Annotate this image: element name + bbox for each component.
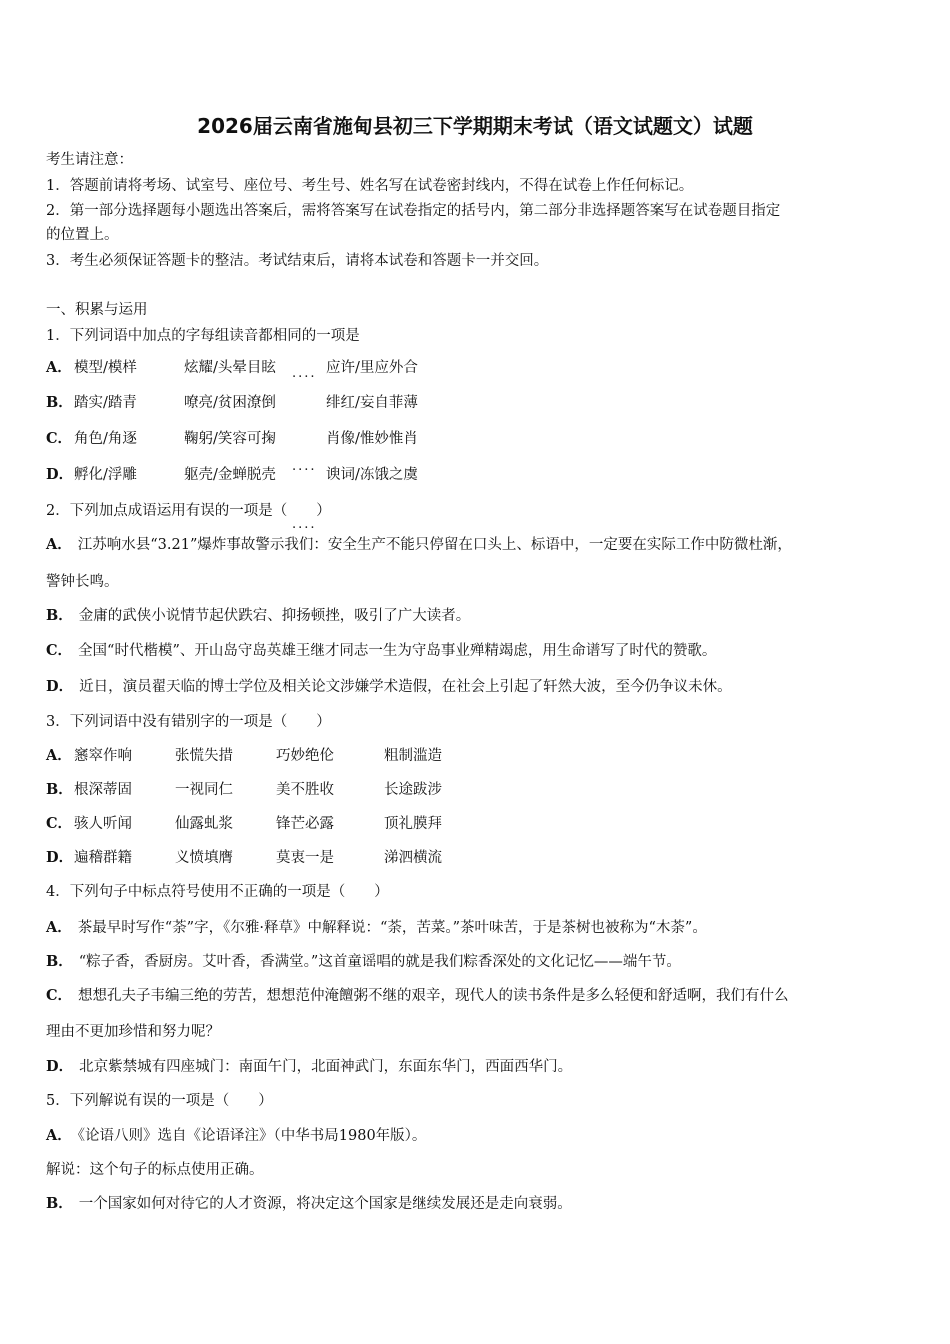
question-2-option-a	[46, 535, 910, 555]
option-word: 一视同仁	[175, 782, 233, 798]
option-word: 粗制滥造	[384, 748, 442, 764]
option-word: 骇人听闻	[74, 816, 132, 832]
option-text: 江苏响水县“3.21”爆炸事故警示我们：安全生产不能只停留在口头上、标语中，一定要在实际工作中防微杜渐，	[77, 537, 792, 553]
option-word: 谀词/冻饿之虞	[326, 467, 418, 483]
notice-item: 的位置上。	[46, 227, 119, 243]
option-word: 美不胜收	[276, 782, 334, 798]
option-word: 涕泗横流	[384, 850, 442, 866]
page-title: 2026届云南省施甸县初三下学期期末考试（语文试题文）试题	[197, 114, 753, 138]
option-label: B．	[46, 607, 73, 624]
option-label: D．	[46, 466, 74, 483]
explanation: 解说：这个句子的标点使用正确。	[46, 1162, 264, 1178]
option-word: 仙露虬浆	[175, 816, 233, 832]
option-text: 茶最早时写作“荼”字，《尔雅·释草》中解释说：“荼，苦菜。”茶叶味苦，于是茶树也被称为“木荼”。	[77, 920, 707, 936]
option-label: A．	[46, 919, 72, 936]
option-text: 想想孔夫子韦编三绝的劳苦，想想范仲淹饘粥不继的艰辛，现代人的读书条件是多么轻便和舒适啊，我们有什么	[78, 988, 789, 1004]
option-word: 躯壳/金蝉脱壳	[184, 467, 276, 483]
emphasis-dots: ....	[292, 459, 317, 474]
question-2-option-b	[46, 606, 910, 626]
option-text: “粽子香，香厨房。艾叶香，香满堂。”这首童谣唱的就是我们粽香深处的文化记忆——端午节。	[78, 954, 681, 970]
notice-heading: 考生请注意：	[46, 152, 133, 168]
option-label: A．	[46, 536, 72, 553]
question-4-option-a	[46, 918, 910, 938]
option-label: C．	[46, 642, 73, 659]
question-4-option-d	[46, 1057, 910, 1077]
option-text: 近日，演员翟天临的博士学位及相关论文涉嫌学术造假，在社会上引起了轩然大波，至今仍争议未休。	[79, 679, 732, 695]
option-label: B．	[46, 394, 73, 411]
option-word: 窸窣作响	[74, 748, 132, 764]
option-word: 莫衷一是	[276, 850, 334, 866]
question-4-option-c	[46, 986, 910, 1006]
option-continuation: 警钟长鸣。	[46, 574, 119, 590]
question-4-option-b	[46, 952, 910, 972]
option-continuation: 理由不更加珍惜和努力呢？	[46, 1024, 220, 1040]
section-heading: 一、积累与运用	[46, 302, 148, 318]
option-word: 角色/角逐	[74, 431, 137, 447]
notice-item: 3．考生必须保证答题卡的整洁。考试结束后，请将本试卷和答题卡一并交回。	[46, 253, 549, 269]
question-3-stem: 3．下列词语中没有错别字的一项是（ ）	[46, 714, 331, 730]
option-word: 嘹亮/贫困潦倒	[184, 395, 276, 411]
option-word: 巧妙绝伦	[276, 748, 334, 764]
question-5-option-a	[46, 1126, 910, 1146]
option-label: D．	[46, 1058, 74, 1075]
option-word: 孵化/浮雕	[74, 467, 137, 483]
question-2-option-c	[46, 641, 910, 661]
option-label: C．	[46, 815, 73, 832]
option-label: A．	[46, 747, 72, 764]
option-text: 北京紫禁城有四座城门：南面午门，北面神武门，东面东华门，西面西华门。	[79, 1059, 573, 1075]
option-text: 一个国家如何对待它的人才资源，将决定这个国家是继续发展还是走向衰弱。	[78, 1196, 572, 1212]
question-1-stem: 1．下列词语中加点的字每组读音都相同的一项是	[46, 328, 360, 344]
option-label: D．	[46, 849, 74, 866]
option-word: 遍稽群籍	[74, 850, 132, 866]
option-label: B．	[46, 781, 73, 798]
option-word: 炫耀/头晕目眩	[184, 360, 276, 376]
option-text: 《论语八则》选自《论语译注》（中华书局1980年版）。	[77, 1128, 427, 1144]
emphasis-dots: ....	[292, 366, 317, 381]
option-word: 鞠躬/笑容可掬	[184, 431, 276, 447]
option-word: 模型/模样	[74, 360, 137, 376]
option-label: D．	[46, 678, 74, 695]
option-word: 锋芒必露	[276, 816, 334, 832]
option-label: B．	[46, 953, 73, 970]
option-text: 全国“时代楷模”、开山岛守岛英雄王继才同志一生为守岛事业殚精竭虑，用生命谱写了时代的赞歌。	[78, 643, 717, 659]
option-label: B．	[46, 1195, 73, 1212]
question-4-stem: 4．下列句子中标点符号使用不正确的一项是（ ）	[46, 884, 389, 900]
option-word: 根深蒂固	[74, 782, 132, 798]
option-word: 长途跋涉	[384, 782, 442, 798]
option-word: 肖像/惟妙惟肖	[326, 431, 418, 447]
emphasis-dots: ....	[292, 517, 317, 532]
option-word: 义愤填膺	[175, 850, 233, 866]
option-label: A．	[46, 359, 72, 376]
option-word: 踏实/踏青	[74, 395, 137, 411]
option-word: 应许/里应外合	[326, 360, 418, 376]
option-word: 顶礼膜拜	[384, 816, 442, 832]
notice-item: 2．第一部分选择题每小题选出答案后，需将答案写在试卷指定的括号内，第二部分非选择题答案写在试卷题目指定	[46, 203, 781, 219]
option-word: 绯红/妄自菲薄	[326, 395, 418, 411]
option-label: C．	[46, 987, 73, 1004]
option-label: C．	[46, 430, 73, 447]
question-5-stem: 5．下列解说有误的一项是（ ）	[46, 1093, 273, 1109]
question-2-option-d	[46, 677, 910, 697]
option-label: A．	[46, 1127, 72, 1144]
question-5-option-b	[46, 1194, 910, 1214]
notice-item: 1．答题前请将考场、试室号、座位号、考生号、姓名写在试卷密封线内，不得在试卷上作任何标记。	[46, 178, 694, 194]
option-text: 金庸的武侠小说情节起伏跌宕、抑扬顿挫，吸引了广大读者。	[78, 608, 471, 624]
option-word: 张慌失措	[175, 748, 233, 764]
question-2-stem: 2．下列加点成语运用有误的一项是（ ）	[46, 503, 331, 519]
